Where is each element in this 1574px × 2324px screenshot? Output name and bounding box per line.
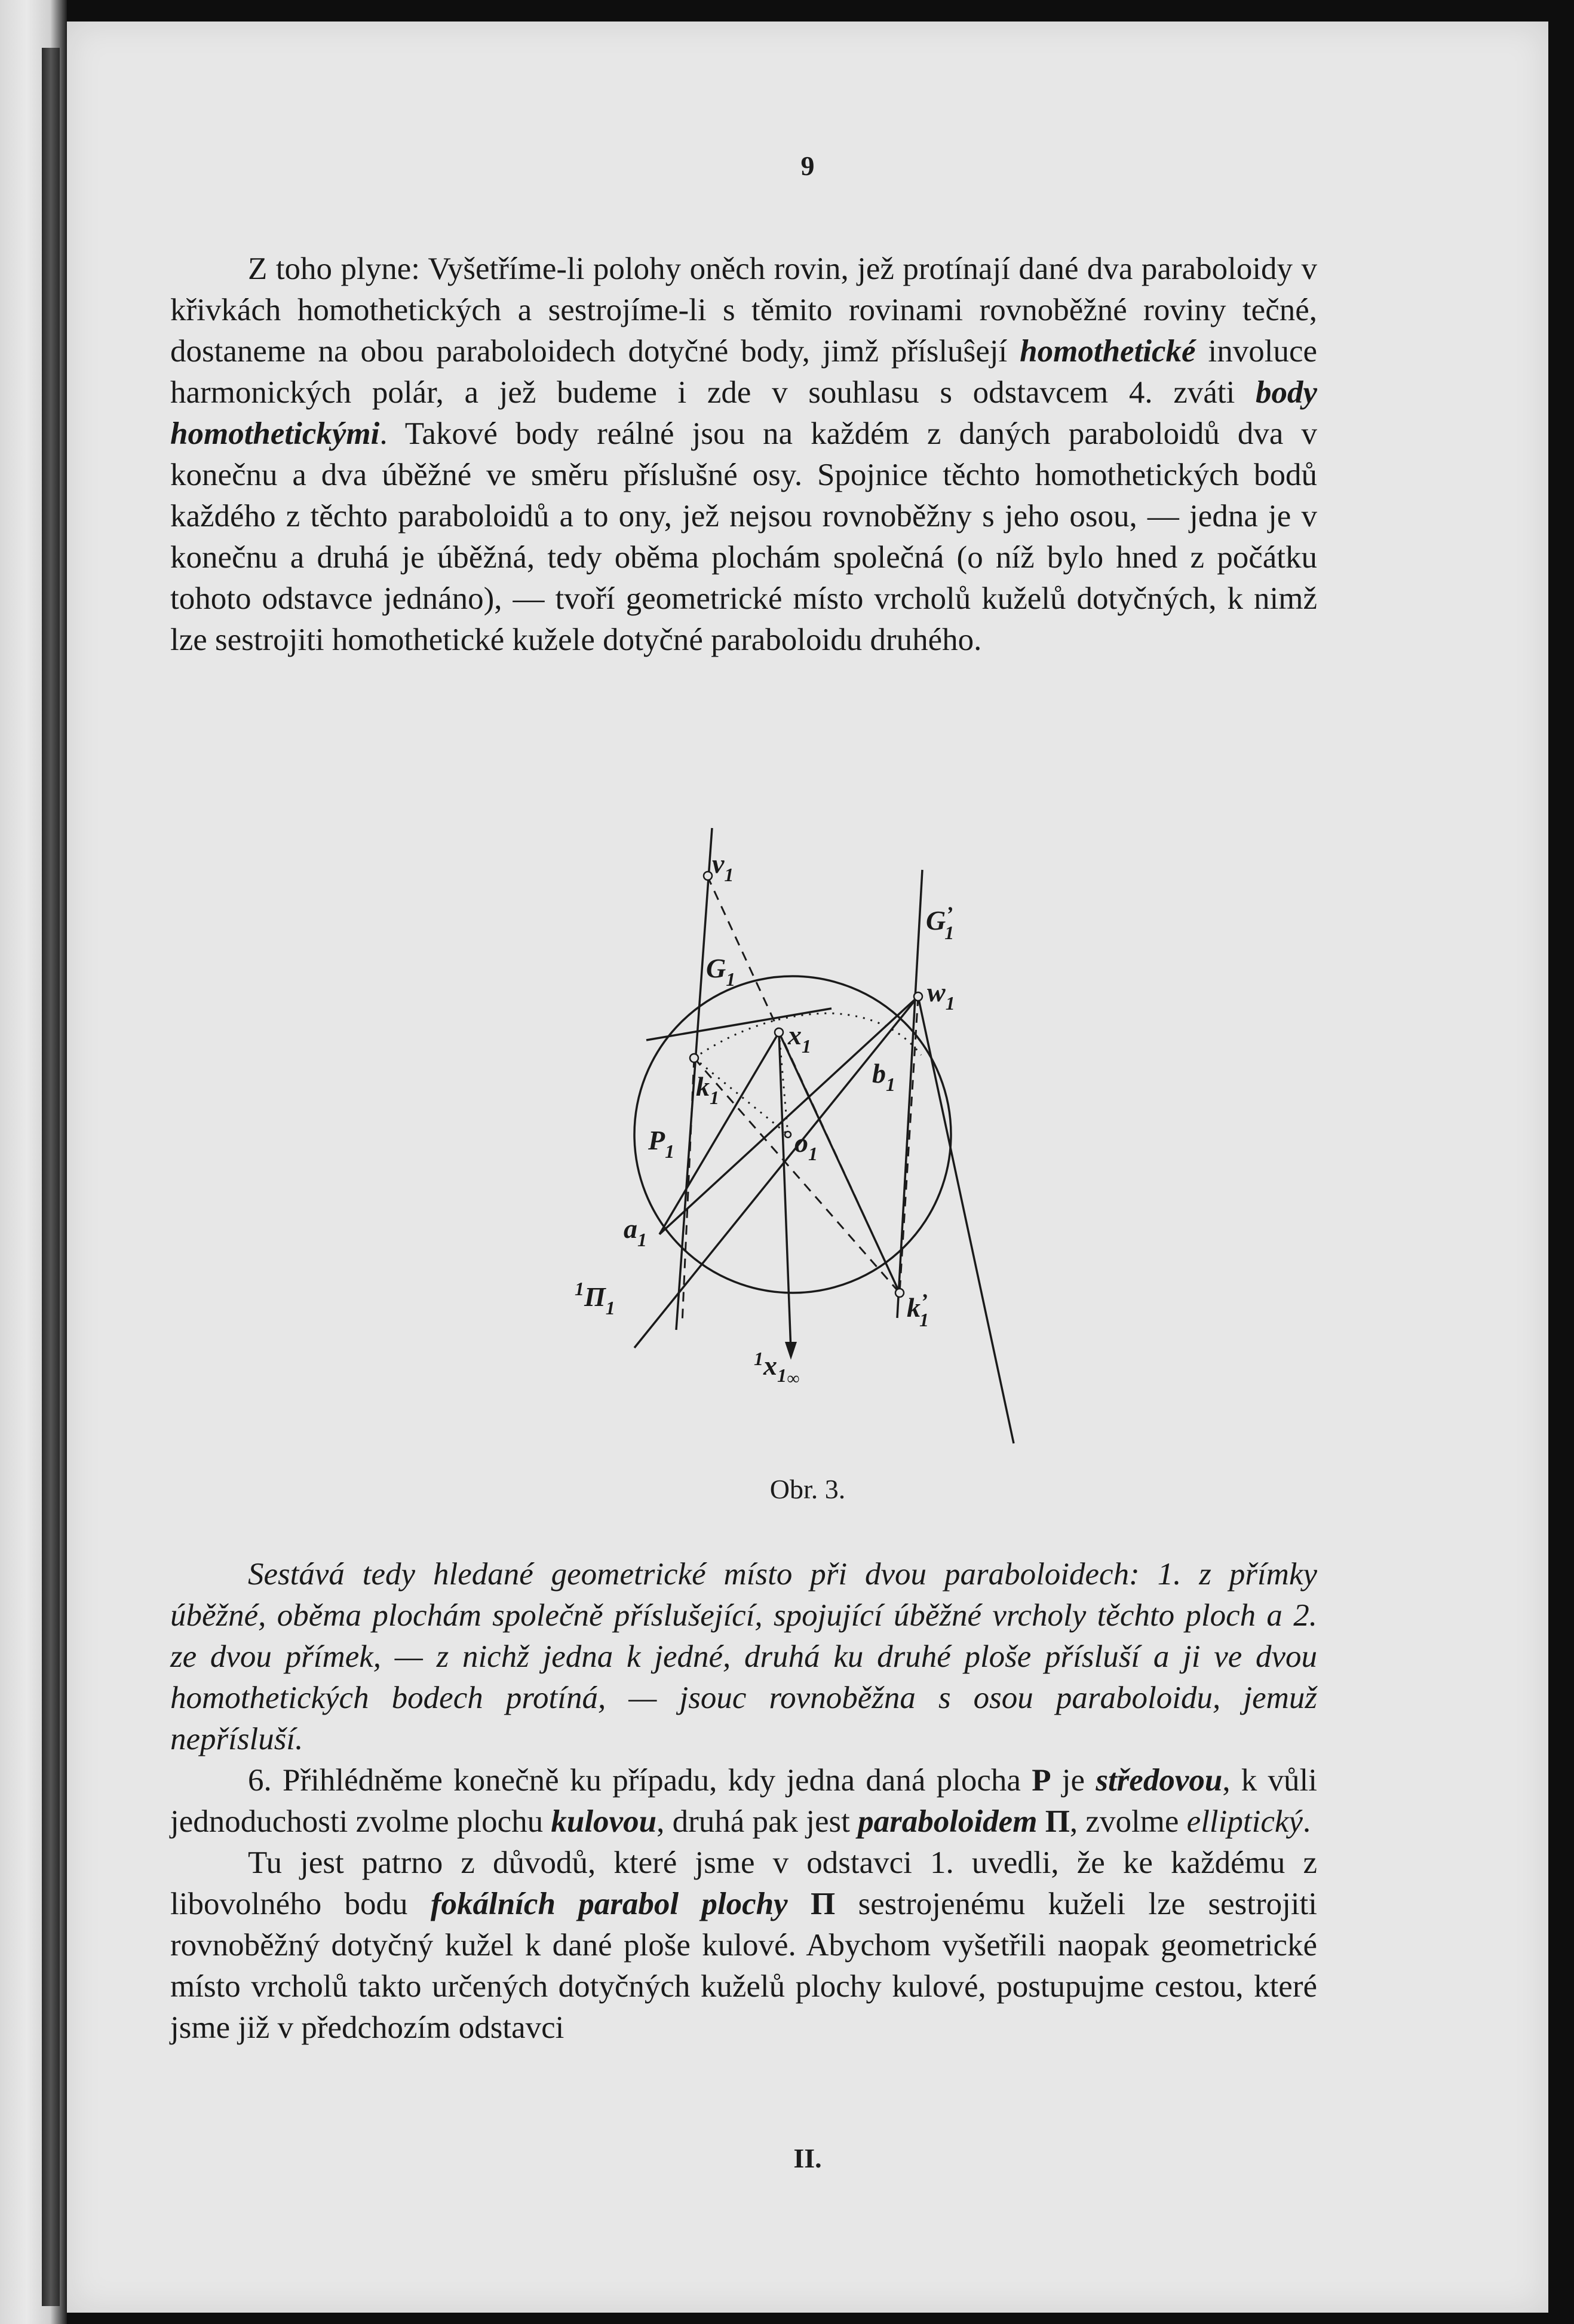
figure-caption: Obr. 3. [769,1474,846,1504]
geometry-diagram [509,816,1047,1479]
line-w1-down [918,997,1014,1443]
page-number: 9 [800,151,815,181]
label-w1: $w_1$ [927,977,955,1014]
paragraph-section-6: 6. Přihlédněme konečně ku případu, kdy jedna daná plocha P je středovou, k vůli jednoduchosti zvolme plochu kulovou, druhá pak jest paraboloidem Π, zvolme elliptický. [170,1763,1318,1839]
arrow-x1-infinity [785,1342,797,1360]
signature-mark: II. [793,2143,822,2173]
paragraph-summary: Sestává tedy hledané geometrické místo při dvou paraboloidech: 1. z přímky úběžné, oběma plochám společně příslušející, spojující úběžné vrcholy těchto ploch a 2. ze dvou přímek, — z nichž jedna k jedné, druhá ku druhé ploše přísluší a ji ve dvou homothetických bodech protíná, — jsouc rovnoběžna s osou paraboloidu, jemuž nepřísluší. [170,1557,1317,1756]
label-k1: $k_1$ [696,1071,719,1108]
label-k1-prime: k’ 1 [907,1289,929,1330]
line-axis-x1 [779,1032,791,1351]
label-v1: $v_1$ [712,848,734,885]
label-P1: $P_1$ [648,1125,675,1162]
label-x1: $x_1$ [788,1020,811,1057]
binding-edge [42,48,60,2306]
point-k1-prime [895,1289,904,1297]
figure-3-diagram [509,816,1047,1479]
line-Pi1 [634,997,918,1348]
label-Pi1: $^1\Pi_1$ [575,1278,615,1319]
point-w1 [914,992,922,1001]
bottom-text-block [170,1554,1317,2049]
line-G1-prime [897,870,922,1318]
document-page [67,22,1548,2313]
paragraph-focal-parabolas: Tu jest patrno z důvodů, které jsme v odstavci 1. uvedli, že ke každému z libovolného bodu fokálních parabol plochy Π sestrojenému kuželi lze sestrojiti rovnoběžný dotyčný kužel k dané ploše kulové. Abychom vyšetřili naopak geometrické místo vrcholů takto určených dotyčných kuželů plochy kulové, postupujme cestou, které jsme již v předchozím odstavci [170,1845,1318,2045]
label-o1: $o_1$ [794,1127,818,1164]
point-k1 [690,1054,698,1062]
paragraph-homothetic-points: Z toho plyne: Vyšetříme-li polohy oněch rovin, jež protínají dané dva paraboloidy v křivkách homothetických a sestrojíme-li s těmito rovinami rovnoběžné roviny tečné, dostaneme na obou paraboloidech dotyčné body, jimž přísluŝejí homothetické involuce harmonických polár, a jež budeme i zde v souhlasu s odstavcem 4. zváti body homothetickými. Takové body reálné jsou na každém z daných paraboloidů dva v konečnu a dva úběžné ve směru příslušné osy. Spojnice těchto homothetických bodů každého z těchto paraboloidů a to ony, jež nejsou rovnoběžny s jeho osou, — jedna je v konečnu a druhá je úběžná, tedy oběma plochám společná (o níž bylo hned z počátku tohoto odstavce jednáno), — tvoří geometrické místo vrcholů kuželů dotyčných, k nimž lze sestrojiti homothetické kužele dotyčné paraboloidu druhého. [170,252,1317,657]
point-x1 [775,1028,783,1037]
dashed-w1-k1p [900,997,918,1293]
label-x1-infinity: $^1x_1\infty$ [754,1348,800,1388]
label-G1-prime: G’ 1 [926,902,955,943]
point-o1 [785,1132,791,1138]
label-G1: $G_1$ [706,953,736,990]
point-v1 [704,872,712,880]
top-text-block [170,249,1317,661]
label-a1: $a_1$ [624,1213,647,1250]
label-b1: $b_1$ [872,1058,895,1095]
